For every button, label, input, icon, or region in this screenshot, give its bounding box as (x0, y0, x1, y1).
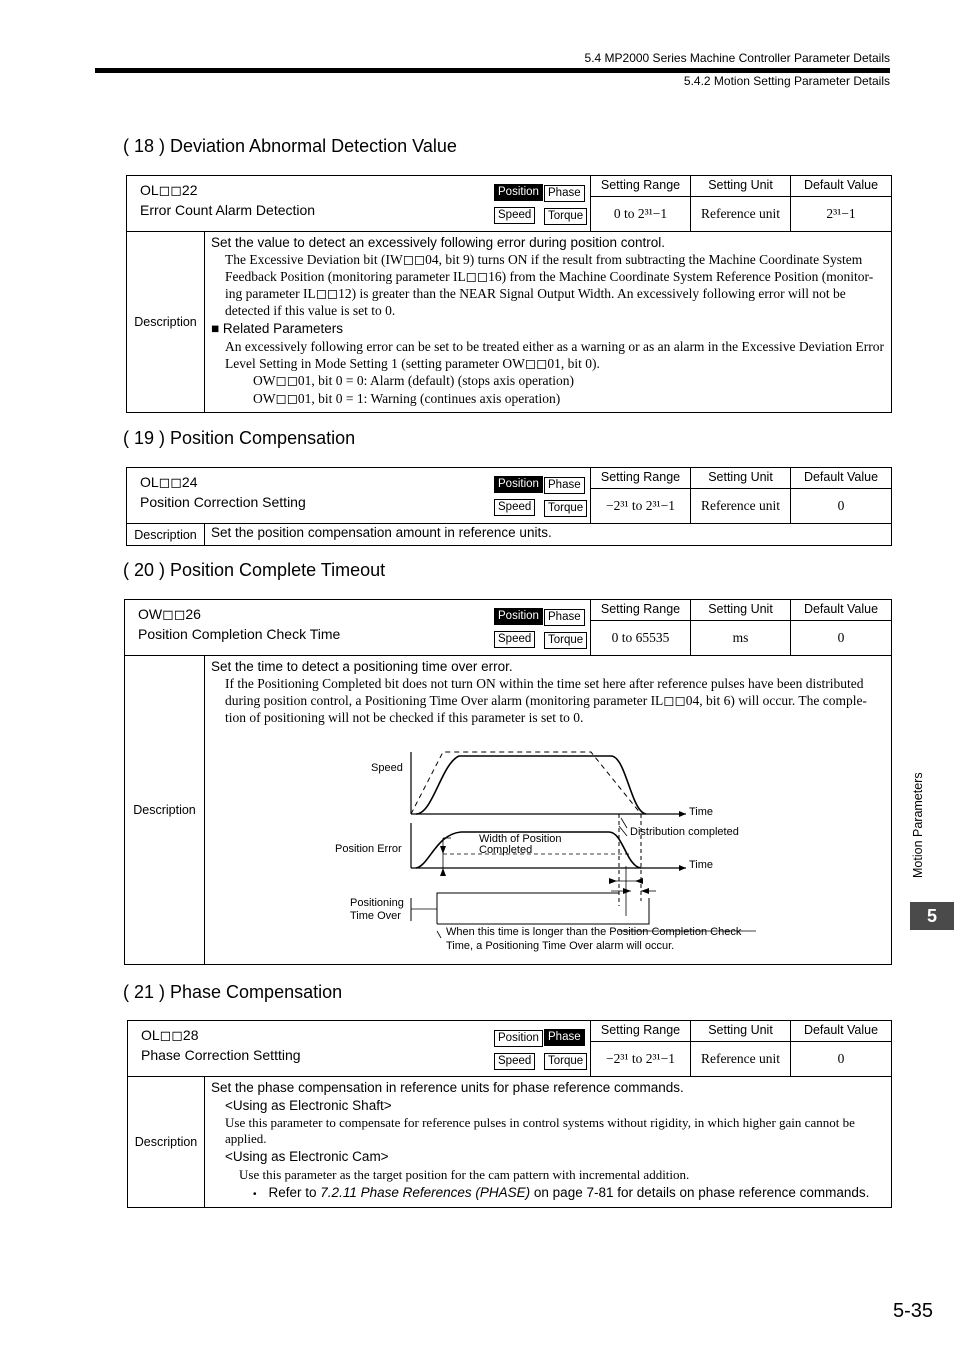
description-cell (205, 1077, 892, 1208)
section-21-title: ( 21 ) Phase Compensation (123, 982, 343, 1002)
tag-torque: Torque (544, 1053, 587, 1070)
col-default-value: Default Value (791, 600, 892, 621)
param-name-cell (128, 1021, 591, 1077)
section-19-table (126, 467, 892, 546)
reference-link[interactable]: 7.2.11 Phase References (PHASE) (320, 1185, 531, 1200)
section-20-title: ( 20 ) Position Complete Timeout (123, 560, 386, 580)
default-value: 2³¹−1 (791, 197, 892, 232)
param-register: OW◻◻26 (138, 606, 201, 622)
side-tab-label (911, 772, 925, 998)
tag-position: Position (494, 1030, 543, 1047)
tag-phase: Phase (544, 477, 585, 494)
col-setting-range: Setting Range (591, 468, 691, 489)
chapter-tab: 5 (910, 902, 954, 930)
tag-torque: Torque (544, 500, 587, 517)
col-default-value: Default Value (791, 468, 892, 489)
col-setting-unit: Setting Unit (691, 600, 791, 621)
label-width-of-position-completed (479, 834, 562, 856)
label-width-line2: Completed (479, 844, 533, 856)
param-register: OL◻◻24 (140, 474, 198, 490)
header-section: 5.4 MP2000 Series Machine Controller Parameter Details (584, 51, 890, 65)
tag-phase: Phase (544, 609, 585, 626)
setting-range-value: 0 to 2³¹−1 (591, 197, 691, 232)
tag-torque: Torque (544, 208, 587, 225)
description-lead: Set the value to detect an excessively following error during position control. (211, 235, 665, 250)
section-19-title: ( 19 ) Position Compensation (123, 428, 356, 448)
default-value: 0 (791, 489, 892, 524)
setting-range-value: 0 to 65535 (591, 621, 691, 656)
section-18-table (126, 175, 892, 413)
param-register: OL◻◻22 (140, 182, 198, 198)
label-position-error: Position Error (335, 843, 402, 855)
tag-speed: Speed (494, 1053, 535, 1070)
param-name: Error Count Alarm Detection (140, 202, 316, 218)
electronic-cam-body: Use this parameter as the target position for the cam pattern with incremental addition. (239, 1167, 690, 1182)
param-name-cell (125, 600, 591, 656)
col-setting-unit: Setting Unit (691, 1021, 791, 1042)
setting-unit-value: Reference unit (691, 489, 791, 524)
description-lead: Set the phase compensation in reference units for phase reference commands. (211, 1080, 684, 1095)
col-setting-unit: Setting Unit (691, 468, 791, 489)
label-width-line1: Width of Position (479, 833, 562, 845)
setting-unit-value: ms (691, 621, 791, 656)
col-default-value: Default Value (791, 176, 892, 197)
tag-position: Position (494, 608, 543, 625)
setting-range-value: −2³¹ to 2³¹−1 (591, 1042, 691, 1077)
setting-unit-value: Reference unit (691, 197, 791, 232)
label-pos-line2: Time Over (350, 910, 401, 922)
label-speed: Speed (371, 762, 403, 774)
description-cell (205, 232, 892, 413)
reference-bullet: • (253, 1189, 257, 1200)
param-register: OL◻◻28 (141, 1027, 199, 1043)
col-default-value: Default Value (791, 1021, 892, 1042)
related-item-warning: OW◻◻01, bit 0 = 1: Warning (continues axis operation) (253, 391, 561, 406)
label-timeover-note (446, 925, 741, 953)
description-lead: Set the time to detect a positioning time over error. (211, 659, 513, 674)
tag-phase: Phase (544, 185, 585, 202)
tag-speed: Speed (494, 631, 535, 648)
label-note-line1: When this time is longer than the Position Completion Check (446, 926, 742, 938)
label-pos-line1: Positioning (350, 897, 404, 909)
tag-speed: Speed (494, 499, 535, 516)
related-parameters-heading: ■ Related Parameters (211, 321, 343, 336)
label-time-2: Time (689, 859, 714, 871)
electronic-cam-heading: <Using as Electronic Cam> (225, 1149, 389, 1164)
param-name-cell (127, 176, 591, 232)
electronic-shaft-heading: <Using as Electronic Shaft> (225, 1098, 392, 1113)
description-cell (205, 656, 892, 965)
setting-unit-value: Reference unit (691, 1042, 791, 1077)
header-subsection: 5.4.2 Motion Setting Parameter Details (683, 74, 890, 88)
param-name: Phase Correction Settting (141, 1047, 301, 1063)
related-item-alarm: OW◻◻01, bit 0 = 0: Alarm (default) (stops axis operation) (253, 373, 574, 388)
col-setting-range: Setting Range (591, 600, 691, 621)
related-parameters-body: An excessively following error can be set to be treated either as a warning or as an alarm in the Excessive Deviation Error Level Setting in Mode Setting 1 (setting parameter OW◻◻01, bit 0). (225, 339, 885, 371)
section-21-table (127, 1020, 892, 1208)
default-value: 0 (791, 1042, 892, 1077)
reference-post: on page 7-81 for details on phase reference commands. (530, 1185, 870, 1200)
electronic-shaft-body: Use this parameter to compensate for reference pulses in control systems without rigidity, in which higher gain cannot be applied. (225, 1115, 855, 1146)
description-lead: Set the position compensation amount in reference units. (211, 525, 552, 540)
description-body: The Excessive Deviation bit (IW◻◻04, bit 9) turns ON if the result from subtracting the Machine Coordinate System Feedback Position (monitoring parameter IL◻◻16) from the Machine Coordinate System Reference Position (monitor-ing parameter IL◻◻12) is greater than the NEAR Signal Output Width. An excessively following error will not be detected if this value is set to 0. (225, 252, 874, 318)
param-name-cell (127, 468, 591, 524)
description-body: If the Positioning Completed bit does not turn ON within the time set here after reference pulses have been distributed during position control, a Positioning Time Over alarm (monitoring parameter IL◻◻04, bit 6) will occur. The comple-tion of positioning will not be checked if this parameter is set to 0. (225, 676, 867, 725)
label-positioning-time-over (350, 897, 404, 923)
header-rule (95, 68, 890, 73)
label-time-1: Time (689, 806, 714, 818)
setting-range-value: −2³¹ to 2³¹−1 (591, 489, 691, 524)
description-label: Description (125, 656, 205, 965)
param-name: Position Correction Setting (140, 494, 306, 510)
col-setting-range: Setting Range (591, 176, 691, 197)
col-setting-unit: Setting Unit (691, 176, 791, 197)
side-tab-text: Motion Parameters (911, 772, 925, 878)
timing-diagram (211, 726, 771, 958)
page-number: 5-35 (893, 1300, 934, 1322)
tag-position: Position (494, 476, 543, 493)
reference-pre: Refer to (268, 1185, 321, 1200)
reference-note (253, 1184, 885, 1203)
label-note-line2: Time, a Positioning Time Over alarm will occur. (446, 940, 675, 952)
tag-phase: Phase (544, 1029, 585, 1046)
param-name: Position Completion Check Time (138, 626, 341, 642)
col-setting-range: Setting Range (591, 1021, 691, 1042)
tag-speed: Speed (494, 207, 535, 224)
default-value: 0 (791, 621, 892, 656)
description-cell (205, 524, 892, 546)
tag-torque: Torque (544, 632, 587, 649)
description-label: Description (128, 1077, 205, 1208)
section-18-title: ( 18 ) Deviation Abnormal Detection Value (123, 136, 457, 156)
description-label: Description (127, 524, 205, 546)
label-distribution-completed: Distribution completed (630, 826, 739, 838)
description-label: Description (127, 232, 205, 413)
section-20-table (124, 599, 892, 965)
tag-position: Position (494, 184, 543, 201)
